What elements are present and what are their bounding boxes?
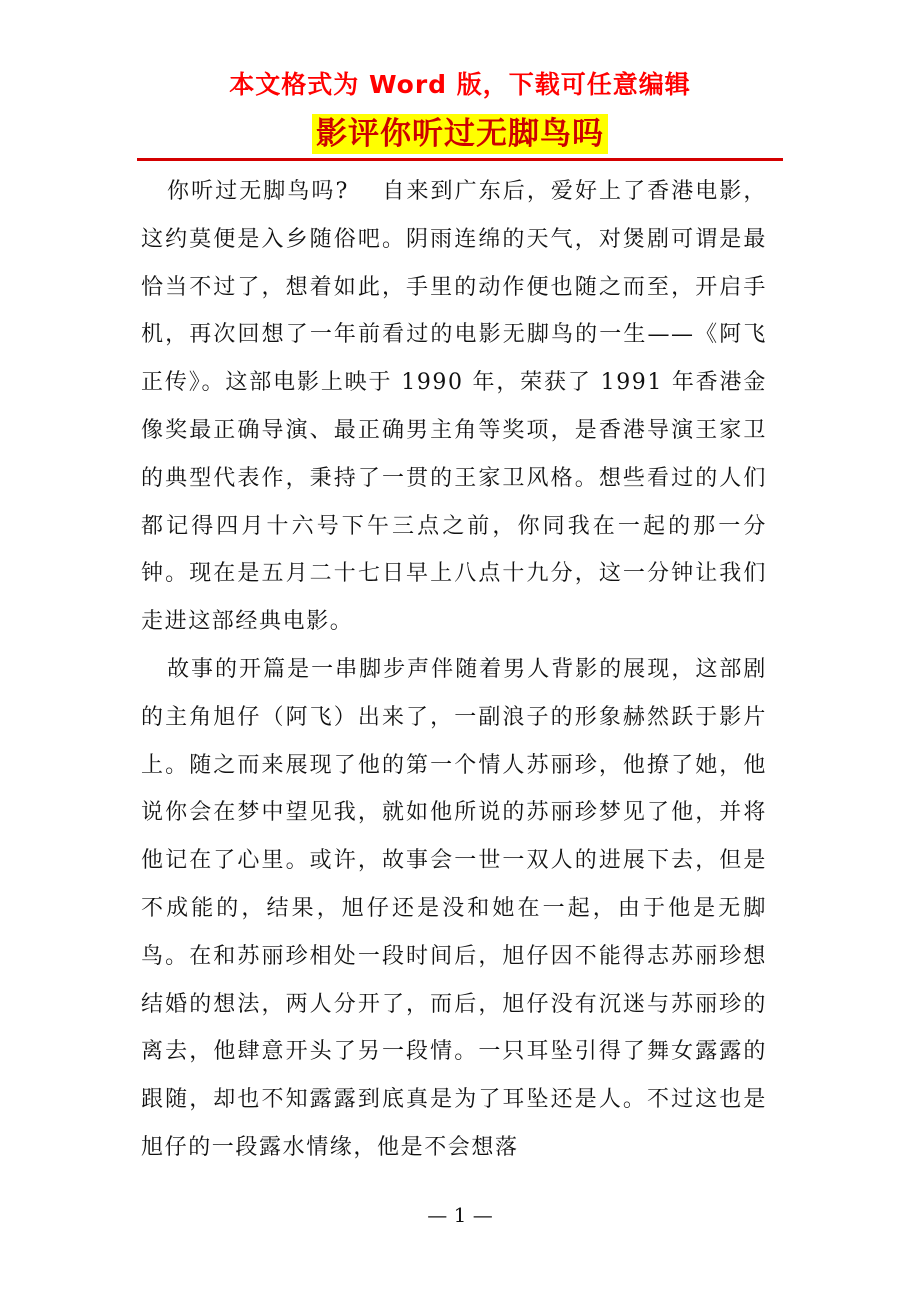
article-body (141, 168, 767, 1172)
title-container (0, 114, 920, 154)
paragraph-2: 故事的开篇是一串脚步声伴随着男人背影的展现，这部剧的主角旭仔（阿飞）出来了，一副浪子的形象赫然跃于影片上。随之而来展现了他的第一个情人苏丽珍，他撩了她，他说你会在梦中望见我，就如他所说的苏丽珍梦见了他，并将他记在了心里。或许，故事会一世一双人的进展下去，但是不成能的，结果，旭仔还是没和她在一起，由于他是无脚鸟。在和苏丽珍相处一段时间后，旭仔因不能得志苏丽珍想结婚的想法，两人分开了，而后，旭仔没有沉迷与苏丽珍的离去，他肆意开头了另一段情。一只耳坠引得了舞女露露的跟随，却也不知露露到底真是为了耳坠还是人。不过这也是旭仔的一段露水情缘，他是不会想落 (141, 656, 767, 1160)
format-notice: 本文格式为 Word 版，下载可任意编辑 (229, 70, 691, 99)
title-divider (137, 158, 783, 161)
paragraph-1: 你听过无脚鸟吗? 自来到广东后，爱好上了香港电影，这约莫便是入乡随俗吧。阴雨连绵的天气，对煲剧可谓是最恰当不过了，想着如此，手里的动作便也随之而至，开启手机，再次回想了一年前看过的电影无脚鸟的一生——《阿飞正传》。这部电影上映于 1990 年，荣获了 1991 年香港金像奖最正确导演、最正确男主角等奖项，是香港导演王家卫的典型代表作，秉持了一贯的王家卫风格。想些看过的人们都记得四月十六号下午三点之前，你同我在一起的那一分钟。现在是五月二十七日早上八点十九分，这一分钟让我们走进这部经典电影。 (141, 179, 767, 635)
document-title: 影评你听过无脚鸟吗 (312, 114, 608, 154)
page-number: — 1 — (427, 1203, 493, 1227)
